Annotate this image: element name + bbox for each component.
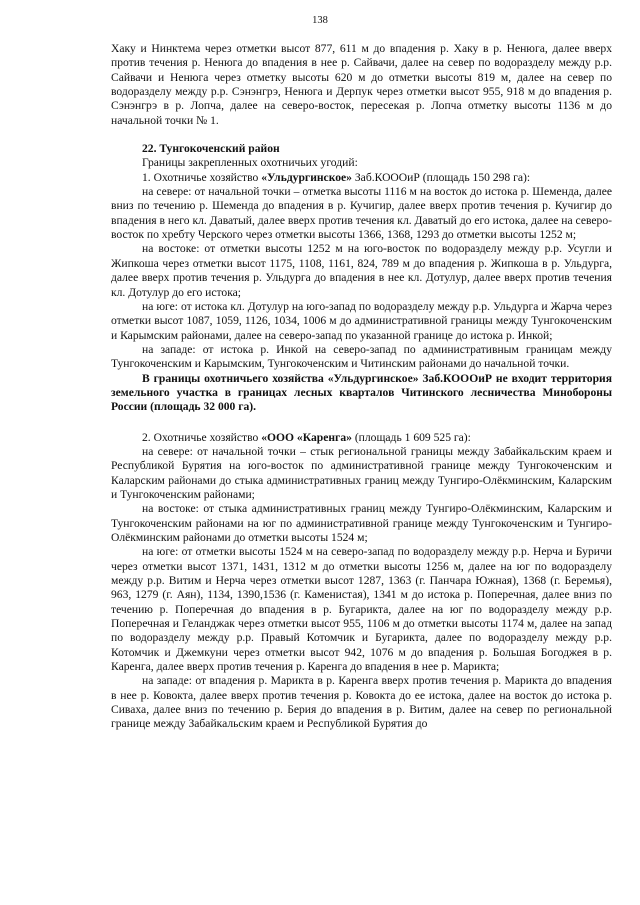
document-body [111,42,612,732]
spacer [111,128,612,142]
farm1-west: на западе: от истока р. Инкой на северо-запад по административным границам между Тунгокоченским и Карымским, Тунгокоченским и Читинским районами до начальной точки. [111,342,612,371]
farm1-north: на севере: от начальной точки – отметка высоты 1116 м на восток до истока р. Шеменда, далее вниз по течению р. Шеменда до впадения в р. Кучигир, далее вверх против течения р. Кучигир до впадения в него кл. Даватый, далее вверх против течения кл. Даватый до его истока, далее на северо-восток по хребту Черского через отметки высоты 1366, 1368, 1293 до отметки высоты 1252 м; [111,185,612,242]
farm2-east: на востоке: от стыка административных границ между Тунгиро-Олёкминским, Каларским и Тунгокоченским районами на юг по административной границе между Тунгокоченским и Тунгиро-Олёкминским районами до отметки высоты 1524 м; [111,502,612,544]
farm1-south: на юге: от истока кл. Дотулур на юго-запад по водоразделу между р.р. Ульдурга и Жарча через отметки высот 1087, 1059, 1126, 1034, 1006 м до административной границы между Тунгокоченским и Карымским районами, далее на северо-запад по указанной границе до истока р. Инкой; [111,299,612,342]
page-number: 138 [312,15,328,26]
farm2-north: на севере: от начальной точки – стык региональной границы между Забайкальским краем и Республикой Бурятия на юго-восток по административной границе между Тунгокоченским и Каларским районами до стыка административных границ между Тунгиро-Олёкминским, Каларским и Тунгокоченским районами; [111,444,612,501]
farm2-south: на юге: от отметки высоты 1524 м на северо-запад по водоразделу между р.р. Нерча и Буричи через отметки высот 1371, 1431, 1312 м до отметки высоты 1256 м, далее на юг по водоразделу между р.р. Витим и Нерча через отметки высот 1287, 1363 (г. Панчара Южная), 1368 (г. Беремья), 963, 1279 (г. Аян), 1134, 1390,1536 (г. Каменистая), 1341 м до истока р. Поперечная, далее вниз по течению р. Поперечная до впадения в р. Бугарикта, далее на юг по водоразделу между р.р. Поперечная и Геланджак через отметки высот 955, 1106 м до отметки высоты 1174 м, далее на запад по водоразделу между р.р. Правый Котомчик и Бугарикта, далее по водоразделу между р.р. Котомчик и Джемкуни через отметки высот 942, 1076 м до впадения р. Большая Богоджея в р. Каренга, далее вверх против течения р. Каренга до впадения в нее р. Марикта; [111,545,612,674]
section-subtitle: Границы закрепленных охотничьих угодий: [142,156,358,170]
farm2-title-post: (площадь 1 609 525 га): [351,430,471,444]
farm1-title-name: «Ульдургинское» [261,170,352,184]
section-title: 22. Тунгокоченский район [142,142,280,156]
farm1-title [111,171,612,185]
farm1-title-post: Заб.КОООиР (площадь 150 298 га): [351,170,531,184]
farm1-title-pre: 1. Охотничье хозяйство [142,170,262,184]
intro-paragraph: Хаку и Нинктема через отметки высот 877, 611 м до впадения р. Хаку в р. Ненюга, далее вверх против течения р. Ненюга до впадения в нее р. Сайвачи, далее на север по водоразделу между р.р. Сайвачи и Ненюга через отметку высоты 620 м до отметки высоты 819 м, далее на север по водоразделу между р.р. Сэнэнгрэ, Ненюга и Дерпук через отметки высот 955, 918 м до впадения р. Сэнэнгрэ в р. Лопча, далее на северо-восток, пересекая р. Лопча отметку высоты 1136 м до начальной точки № 1. [111,42,612,127]
farm2-west: на западе: от впадения р. Марикта в р. Каренга вверх против течения р. Марикта до впадения в нее р. Ковокта, далее вверх против течения р. Ковокта до ее истока, далее на восток до истока р. Сиваха, далее вниз по течению р. Берия до впадения в р. Витим, далее на север по региональной границе между Забайкальским краем и Республикой Бурятия до [111,674,612,731]
farm1-note: В границы охотничьего хозяйства «Ульдургинское» Заб.КОООиР не входит территория земельного участка в границах лесных кварталов Читинского лесничества Минобороны России (площадь 32 000 га). [111,371,612,414]
farm1-east: на востоке: от отметки высоты 1252 м на юго-восток по водоразделу между р.р. Усугли и Жипкоша через отметки высот 1175, 1108, 1161, 824, 789 м до впадения р. Жипкоша в р. Ульдурга, далее вверх против течения р. Ульдурга до впадения в нее кл. Дотулур, далее вверх против течения кл. Дотулур до его истока; [111,242,612,299]
spacer [111,415,612,431]
farm2-title-pre: 2. Охотничье хозяйство [142,430,262,444]
farm2-title [111,431,612,445]
farm2-title-name: «ООО «Каренга» [261,430,352,444]
